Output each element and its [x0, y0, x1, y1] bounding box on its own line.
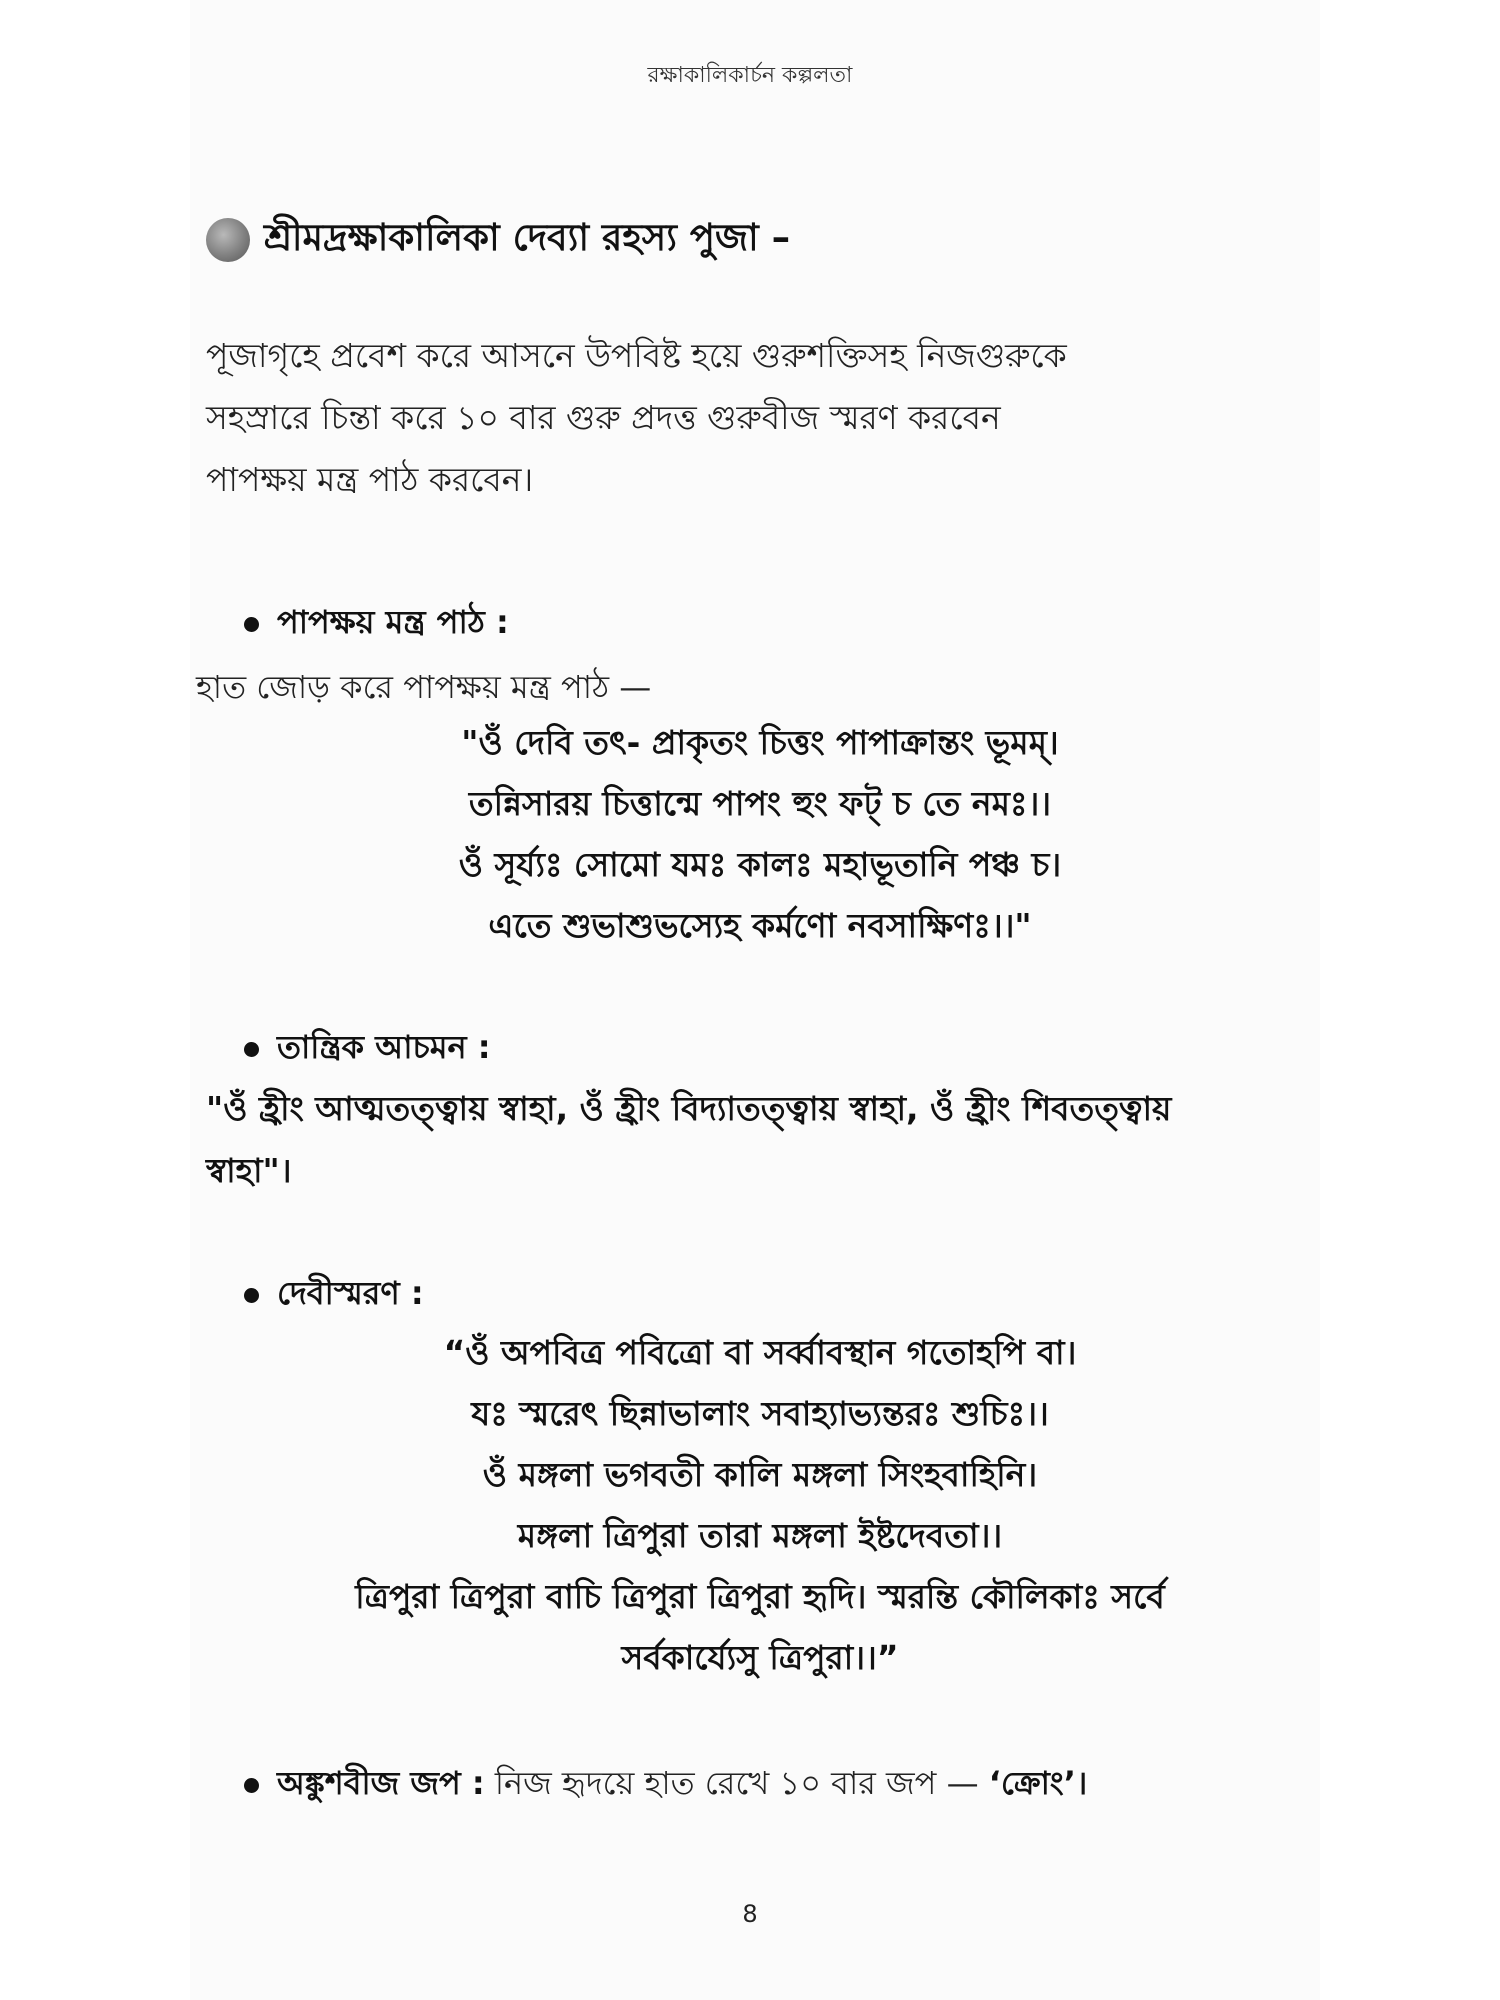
ankush-seed: ‘ক্রোং’। [988, 1764, 1088, 1802]
intro-line: পাপক্ষয় মন্ত্র পাঠ করবেন। [206, 460, 534, 499]
bullet-icon [244, 617, 259, 632]
achaman-heading [244, 1022, 491, 1076]
verse-line: "ওঁ দেবি তৎ- প্রাকৃতং চিত্তং পাপাক্রান্তং ভূমম্। [461, 723, 1059, 762]
ankush-text: নিজ হৃদয়ে হাত রেখে ১০ বার জপ — [484, 1764, 989, 1802]
achaman-heading-text: তান্ত্রিক আচমন : [277, 1028, 491, 1066]
achaman-mantra [206, 1078, 1286, 1202]
verse-line: এতে শুভাশুভস্যেহ কর্মণো নবসাক্ষিণঃ।।" [488, 906, 1032, 945]
verse-line: তন্নিসারয় চিত্তান্মে পাপং হুং ফট্ চ তে নমঃ।। [468, 784, 1052, 823]
page-number: 8 [742, 1900, 758, 1928]
ankush-heading: অঙ্কুশবীজ জপ : [277, 1764, 485, 1802]
page-sheet [190, 0, 1320, 2000]
intro-line: পূজাগৃহে প্রবেশ করে আসনে উপবিষ্ট হয়ে গুরুশক্তিসহ নিজগুরুকে [206, 336, 1067, 375]
achaman-line: স্বাহা"। [206, 1151, 292, 1190]
papkshay-instruction: হাত জোড় করে পাপক্ষয় মন্ত্র পাঠ — [196, 668, 652, 706]
bullet-icon [244, 1778, 259, 1793]
bullet-icon [244, 1288, 259, 1303]
verse-line: ওঁ মঙ্গলা ভগবতী কালি মঙ্গলা সিংহবাহিনি। [482, 1455, 1038, 1494]
verse-line: ওঁ সূর্য্যঃ সোমো যমঃ কালঃ মহাভূতানি পঞ্চ চ। [458, 845, 1062, 884]
verse-line: ত্রিপুরা ত্রিপুরা বাচি ত্রিপুরা ত্রিপুরা হৃদি। স্মরন্তি কৌলিকাঃ সর্বে [355, 1577, 1165, 1616]
title-bullet-icon [206, 218, 250, 262]
running-header: রক্ষাকালিকার্চন কল্পলতা [647, 63, 853, 88]
verse-line: মঙ্গলা ত্রিপুরা তারা মঙ্গলা ইষ্টদেবতা।। [517, 1516, 1003, 1555]
papkshay-verse [200, 712, 1320, 956]
papkshay-heading [244, 597, 509, 651]
section-title [206, 208, 790, 271]
ankush-line [244, 1758, 1087, 1812]
papkshay-heading-text: পাপক্ষয় মন্ত্র পাঠ : [277, 603, 509, 641]
devismaran-heading [244, 1268, 424, 1322]
section-title-text: শ্রীমদ্রক্ষাকালিকা দেব্যা রহস্য পুজা – [264, 216, 791, 259]
bullet-icon [244, 1042, 259, 1057]
verse-line: “ওঁ অপবিত্র পবিত্রো বা সর্ব্বাবস্থান গতোহপি বা। [443, 1333, 1077, 1372]
verse-line: যঃ স্মরেৎ ছিন্নাভালাং সবাহ্যাভ্যন্তরঃ শুচিঃ।। [471, 1394, 1049, 1433]
verse-line: সর্বকার্য্যেসু ত্রিপুরা।।” [621, 1638, 899, 1677]
intro-paragraph [206, 325, 1286, 511]
achaman-line: "ওঁ হ্রীং আত্মতত্ত্বায় স্বাহা, ওঁ হ্রীং বিদ্যাতত্ত্বায় স্বাহা, ওঁ হ্রীং শিবতত্ত্বায় [206, 1089, 1172, 1128]
devismaran-verse [200, 1322, 1320, 1688]
devismaran-heading-text: দেবীস্মরণ : [277, 1274, 424, 1312]
intro-line: সহস্রারে চিন্তা করে ১০ বার গুরু প্রদত্ত গুরুবীজ স্মরণ করবেন [206, 398, 1001, 437]
